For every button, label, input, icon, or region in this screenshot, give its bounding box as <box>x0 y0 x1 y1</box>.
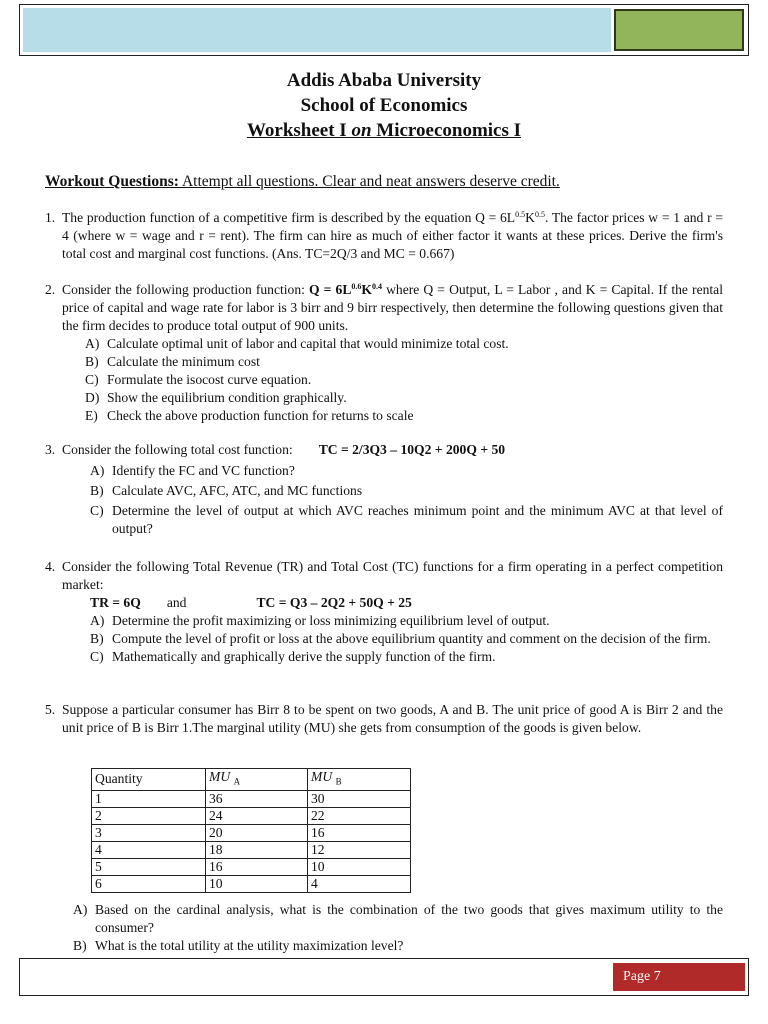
school-title: School of Economics <box>300 95 468 116</box>
list-item: C) Formulate the isocost curve equation. <box>85 372 312 387</box>
header-green-box <box>614 9 744 51</box>
question-4 <box>45 558 723 666</box>
header-banner <box>19 4 749 56</box>
header-quantity: Quantity <box>92 769 206 791</box>
sub-question-list <box>90 462 723 538</box>
list-item: A) Calculate optimal unit of labor and capital that would minimize total cost. <box>85 336 509 351</box>
header-blue-bar <box>23 8 611 52</box>
question-text: Consider the following total cost function: TC = 2/3Q3 – 10Q2 + 200Q + 50 <box>62 442 506 457</box>
question-number: 3. <box>45 442 56 457</box>
header-mu-a: MU $_A$ <box>206 769 308 791</box>
table-header-row <box>92 769 411 791</box>
table-row: 2 24 22 <box>92 807 411 824</box>
table-row: 5 16 10 <box>92 858 411 875</box>
document-title-block <box>0 68 768 143</box>
list-item: B) Calculate AVC, AFC, ATC, and MC functions <box>90 483 363 498</box>
worksheet-title: Worksheet I on Microeconomics I <box>246 120 522 141</box>
table-row: 1 36 30 <box>92 790 411 807</box>
question-3 <box>45 441 723 538</box>
question-number: 5. <box>45 702 56 717</box>
list-item: B) What is the total utility at the utility maximization level? <box>73 938 404 953</box>
question-1 <box>45 209 723 263</box>
list-item: C) Determine the level of output at which AVC reaches minimum point and the minimum AVC at that level of output? <box>90 503 723 536</box>
list-item: B) Calculate the minimum cost <box>85 354 260 369</box>
list-item: E) Check the above production function for returns to scale <box>85 408 414 423</box>
sub-question-list <box>85 335 723 425</box>
table-row: 6 10 4 <box>92 875 411 892</box>
list-item: A) Determine the profit maximizing or loss minimizing equilibrium level of output. <box>90 613 550 628</box>
question-2 <box>45 281 723 425</box>
question-5-sub-list <box>73 901 723 955</box>
question-number: 4. <box>45 559 56 574</box>
table-row: 4 18 12 <box>92 841 411 858</box>
sub-question-list <box>90 612 723 666</box>
list-item: C) Mathematically and graphically derive the supply function of the firm. <box>90 649 496 664</box>
question-text: Consider the following production function: $Q = 6L^{0.6}K^{0.4}$ where Q = Output, L = Labor , and K = Capital. If the rental price of capital and wage rate for labor is 3 birr and 9 birr respectively, then determine the following questions given that the firm decides to produce total output of 900 units. <box>62 282 723 333</box>
tr-tc-functions: TR = 6Q and TC = Q3 – 2Q2 + 50Q + 25 <box>90 595 412 610</box>
table-row: 3 20 16 <box>92 824 411 841</box>
marginal-utility-table <box>91 768 411 893</box>
list-item: B) Compute the level of profit or loss at the above equilibrium quantity and comment on the decision of the firm. <box>90 631 711 646</box>
list-item: A) Identify the FC and VC function? <box>90 463 295 478</box>
question-text: Consider the following Total Revenue (TR) and Total Cost (TC) functions for a firm operating in a perfect competition market: <box>62 559 723 592</box>
header-mu-b: MU $_B$ <box>308 769 411 791</box>
question-text: The production function of a competitive firm is described by the equation $Q = 6L^{0.5}K^{0.5}$. The factor prices w = 1 and r = 4 (where w = wage and r = rent). The firm can hire as much of either factor it wants at these prices. Derive the firm's total cost and marginal cost functions. (Ans. TC=2Q/3 and MC = 0.667) <box>62 210 723 261</box>
workout-instructions: Workout Questions: Attempt all questions. Clear and neat answers deserve credit. <box>45 173 560 190</box>
question-number: 2. <box>45 282 56 297</box>
university-title: Addis Ababa University <box>286 70 482 91</box>
question-text: Suppose a particular consumer has Birr 8 to be spent on two goods, A and B. The unit price of good A is Birr 2 and the unit price of B is Birr 1.The marginal utility (MU) she gets from consumption of the goods is given below. <box>62 702 723 735</box>
footer-banner <box>19 958 749 996</box>
list-item: D) Show the equilibrium condition graphically. <box>85 390 347 405</box>
list-item: A) Based on the cardinal analysis, what is the combination of the two goods that gives maximum utility to the consumer? <box>73 902 723 935</box>
question-5 <box>45 701 723 737</box>
question-number: 1. <box>45 210 56 225</box>
page-number-badge: Page 7 <box>613 963 745 991</box>
